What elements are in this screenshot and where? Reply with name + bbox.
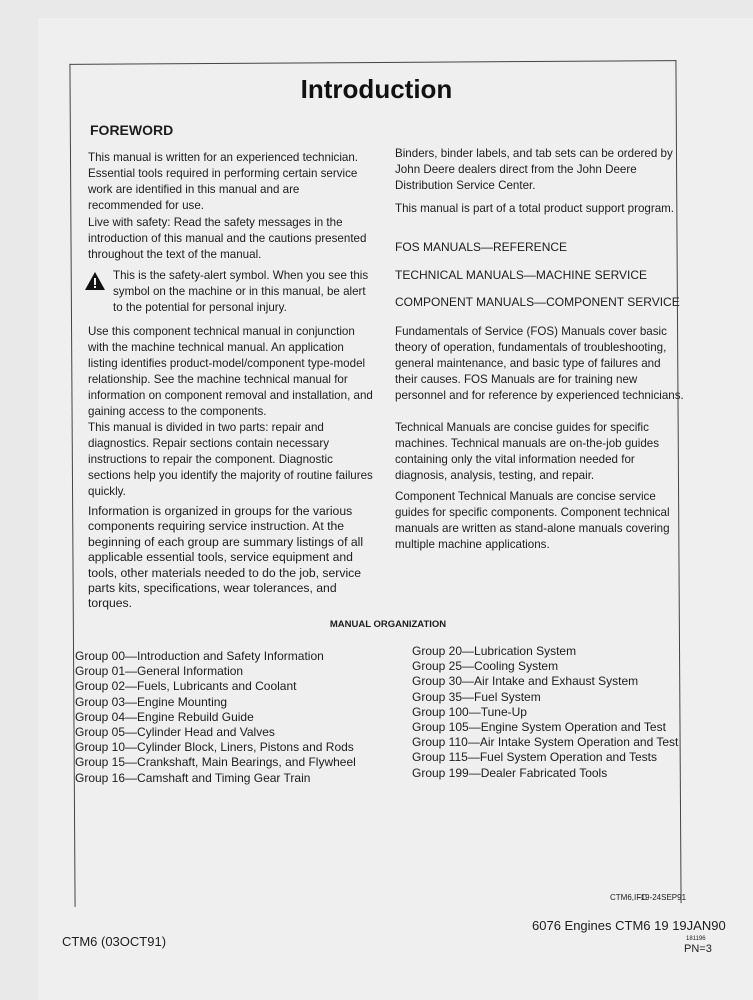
manual-type: FOS MANUALS—REFERENCE	[395, 240, 568, 254]
group-item: Group 04—Engine Rebuild Guide	[75, 709, 254, 724]
paragraph: Use this component technical manual in conjunction with the machine technical manual. An application listing identifies product-model/component type-model relationship. See the machine technical manual for information on component removal and installation, and gaining access to the components.	[88, 325, 373, 418]
paragraph: This manual is written for an experienced technician. Essential tools required in performing certain service work are identified in this manual and are recommended for use.	[88, 151, 359, 212]
revision: -19-24SEP91	[638, 893, 687, 902]
group-item: Group 110—Air Intake System Operation and Test	[412, 735, 679, 750]
group-list-left	[75, 649, 356, 786]
group-item: Group 01—General Information	[75, 664, 244, 679]
paragraph: Live with safety: Read the safety messages in the introduction of this manual and the cautions presented throughout the text of the manual.	[88, 216, 367, 261]
organization-heading: MANUAL ORGANIZATION	[329, 619, 447, 630]
paragraph: This is the safety-alert symbol. When you see this symbol on the machine or in this manual, be alert to the potential for personal injury.	[113, 269, 369, 314]
group-item: Group 10—Cylinder Block, Liners, Pistons and Rods	[75, 740, 354, 755]
part-number: 181196	[686, 936, 706, 942]
group-item: Group 30—Air Intake and Exhaust System	[412, 674, 639, 689]
group-item: Group 105—Engine System Operation and Test	[412, 720, 666, 735]
manual-type: TECHNICAL MANUALS—MACHINE SERVICE	[395, 268, 648, 282]
doc-date: CTM6 (03OCT91)	[62, 934, 167, 949]
group-item: Group 20—Lubrication System	[412, 644, 577, 658]
paragraph: This manual is part of a total product support program.	[395, 202, 675, 215]
paragraph: This manual is divided in two parts: repair and diagnostics. Repair sections contain necessary instructions to repair the component. Diagnostic sections help you identify the majority of routine failures quickly.	[88, 421, 373, 498]
page-number: PN=3	[684, 943, 712, 955]
group-item: Group 25—Cooling System	[412, 659, 559, 674]
engine-ref: 6076 Engines CTM6 19 19JAN90	[532, 918, 726, 933]
group-item: Group 199—Dealer Fabricated Tools	[412, 765, 608, 780]
group-item: Group 100—Tune-Up	[412, 704, 527, 719]
doc-code: CTM6,IFC	[610, 893, 647, 902]
group-item: Group 03—Engine Mounting	[75, 694, 228, 709]
foreword-heading: FOREWORD	[90, 122, 174, 138]
group-list-right	[412, 644, 678, 781]
group-item: Group 02—Fuels, Lubricants and Coolant	[75, 679, 297, 694]
group-item: Group 16—Camshaft and Timing Gear Train	[75, 770, 311, 785]
safety-alert-icon	[84, 271, 106, 291]
paragraph: Binders, binder labels, and tab sets can be ordered by John Deere dealers direct from the John Deere Distribution Service Center.	[395, 147, 673, 192]
group-item: Group 35—Fuel System	[412, 689, 541, 704]
group-item: Group 00—Introduction and Safety Information	[75, 649, 324, 663]
paragraph: Fundamentals of Service (FOS) Manuals cover basic theory of operation, fundamentals of troubleshooting, general maintenance, and basic type of failures and their causes. FOS Manuals are for training new personnel and for reference by experienced technicians.	[395, 325, 684, 402]
group-item: Group 115—Fuel System Operation and Tests	[412, 750, 658, 765]
page-title: Introduction	[300, 74, 453, 104]
paragraph: Technical Manuals are concise guides for specific machines. Technical manuals are on-the-job guides containing only the vital information needed for diagnosis, analysis, testing, and repair.	[395, 421, 660, 482]
paragraph: Component Technical Manuals are concise service guides for specific components. Component technical manuals are written as stand-alone manuals covering multiple machine applications.	[395, 490, 670, 551]
paragraph: Information is organized in groups for the various components requiring service instruction. At the beginning of each group are summary listings of all applicable essential tools, service equipment and tools, other materials needed to do the job, service parts kits, specifications, wear tolerances, and torques.	[88, 504, 364, 611]
manual-type: COMPONENT MANUALS—COMPONENT SERVICE	[395, 295, 680, 309]
group-item: Group 05—Cylinder Head and Valves	[75, 725, 275, 740]
group-item: Group 15—Crankshaft, Main Bearings, and Flywheel	[75, 755, 356, 770]
